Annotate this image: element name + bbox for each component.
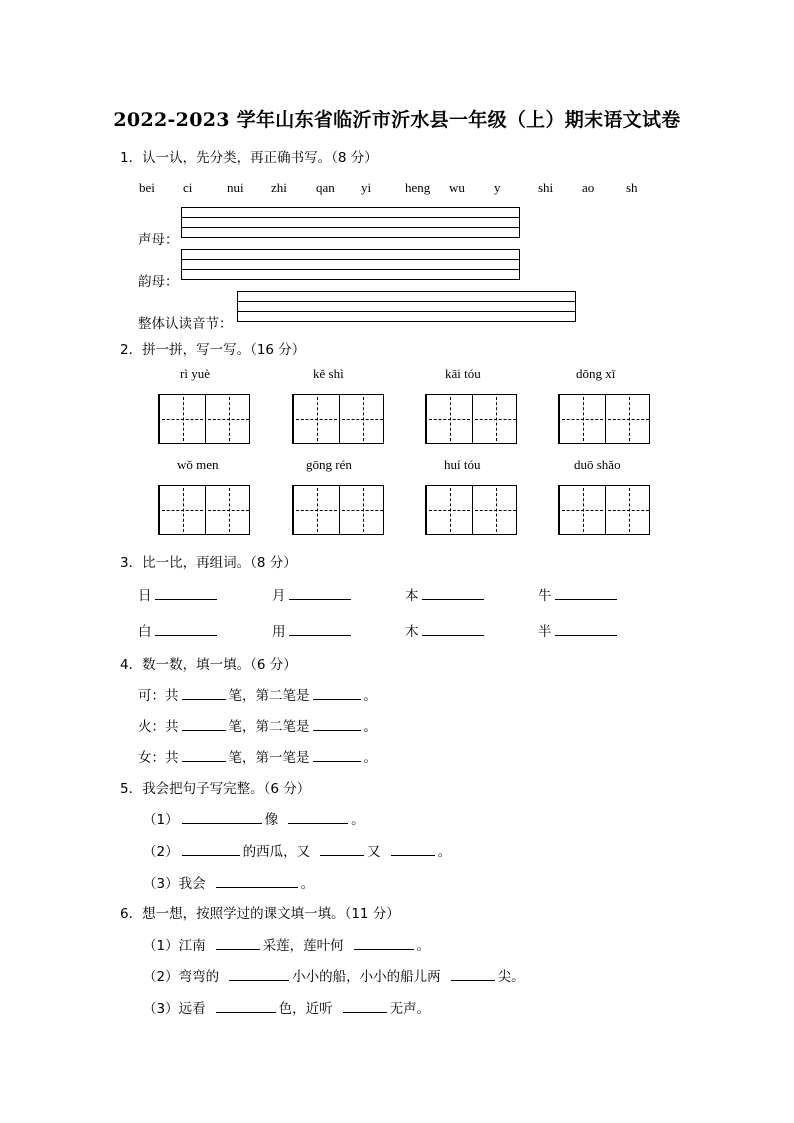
sentence-text: 像 <box>264 812 279 828</box>
stroke-line-char: 女：共 <box>138 750 179 766</box>
question-4-prompt: 4．数一数，填一填。（6 分） <box>120 657 297 673</box>
tianzi-grid[interactable] <box>425 485 517 535</box>
answer-blank[interactable] <box>391 854 435 856</box>
period: 。 <box>416 938 431 954</box>
compare-char: 半 <box>538 624 552 640</box>
period: 。 <box>437 844 452 860</box>
tianzi-grid[interactable] <box>292 485 384 535</box>
stroke-line-char: 火：共 <box>138 719 179 735</box>
syllable: wu <box>449 180 465 195</box>
syllable: ci <box>183 180 193 195</box>
answer-blank[interactable] <box>422 598 484 600</box>
poem-text: 色，近听 <box>278 1001 333 1017</box>
shengmu-label: 声母： <box>138 232 179 248</box>
syllable: ao <box>582 180 595 195</box>
poem-text: 无声。 <box>389 1001 431 1017</box>
answer-blank[interactable] <box>451 979 495 981</box>
tianzi-grid[interactable] <box>425 394 517 444</box>
answer-blank[interactable] <box>182 822 262 824</box>
syllable: heng <box>405 180 431 195</box>
answer-blank[interactable] <box>182 854 240 856</box>
poem-text: 弯弯的 <box>178 969 220 985</box>
period: 。 <box>351 812 365 828</box>
sentence-text: 我会 <box>178 876 206 892</box>
tianzi-grid[interactable] <box>558 485 650 535</box>
answer-blank[interactable] <box>155 598 217 600</box>
syllable: shi <box>538 180 554 195</box>
answer-blank[interactable] <box>289 598 351 600</box>
period: 。 <box>363 750 377 766</box>
tianzi-grid[interactable] <box>558 394 650 444</box>
answer-blank[interactable] <box>216 1011 276 1013</box>
answer-blank[interactable] <box>422 634 484 636</box>
answer-blank[interactable] <box>320 854 364 856</box>
answer-blank[interactable] <box>313 698 361 700</box>
syllable: qan <box>316 180 335 195</box>
pinyin-writing-lines[interactable] <box>181 207 520 238</box>
syllable: nui <box>227 180 244 195</box>
answer-blank[interactable] <box>182 729 226 731</box>
stroke-line-text: 笔，第二笔是 <box>228 688 310 704</box>
compare-char: 白 <box>138 624 152 640</box>
answer-blank[interactable] <box>343 1011 387 1013</box>
question-3-prompt: 3．比一比，再组词。（8 分） <box>120 555 297 571</box>
sentence-text: 又 <box>367 844 381 860</box>
pinyin-word: kě shì <box>313 366 344 381</box>
item-number: （1） <box>143 938 179 954</box>
pinyin-writing-lines[interactable] <box>181 249 520 280</box>
pinyin-word: rì yuè <box>180 366 210 381</box>
poem-text: 远看 <box>178 1001 206 1017</box>
syllable: zhi <box>271 180 287 195</box>
item-number: （3） <box>143 1001 179 1017</box>
page-title: 2022-2023 学年山东省临沂市沂水县一年级（上）期末语文试卷 <box>113 109 681 131</box>
compare-char: 用 <box>272 624 286 640</box>
compare-char: 木 <box>405 624 419 640</box>
poem-text: 江南 <box>178 938 206 954</box>
pinyin-word: kāi tóu <box>445 366 481 381</box>
answer-blank[interactable] <box>555 634 617 636</box>
compare-char: 月 <box>272 588 286 604</box>
compare-char: 牛 <box>538 588 552 604</box>
answer-blank[interactable] <box>313 760 361 762</box>
period: 。 <box>300 876 315 892</box>
item-number: （3） <box>143 876 179 892</box>
question-2-prompt: 2．拼一拼，写一写。（16 分） <box>120 342 306 358</box>
item-number: （2） <box>143 844 179 860</box>
syllable: sh <box>626 180 638 195</box>
answer-blank[interactable] <box>216 948 260 950</box>
stroke-line-text: 笔，第一笔是 <box>228 750 310 766</box>
item-number: （2） <box>143 969 179 985</box>
pinyin-word: gōng rén <box>306 457 352 472</box>
compare-char: 日 <box>138 588 152 604</box>
tianzi-grid[interactable] <box>158 485 250 535</box>
syllable: yi <box>361 180 372 195</box>
answer-blank[interactable] <box>182 760 226 762</box>
poem-text: 小小的船，小小的船儿两 <box>292 969 441 985</box>
answer-blank[interactable] <box>155 634 217 636</box>
zhengti-label: 整体认读音节： <box>138 316 233 332</box>
pinyin-writing-lines[interactable] <box>237 291 576 322</box>
answer-blank[interactable] <box>354 948 414 950</box>
answer-blank[interactable] <box>555 598 617 600</box>
question-5-prompt: 5．我会把句子写完整。（6 分） <box>120 781 311 797</box>
tianzi-grid[interactable] <box>292 394 384 444</box>
answer-blank[interactable] <box>216 886 298 888</box>
answer-blank[interactable] <box>229 979 289 981</box>
syllable: y <box>494 180 501 195</box>
pinyin-word: huí tóu <box>444 457 481 472</box>
answer-blank[interactable] <box>182 698 226 700</box>
item-number: （1） <box>143 812 179 828</box>
answer-blank[interactable] <box>313 729 361 731</box>
compare-char: 本 <box>405 588 419 604</box>
poem-text: 尖。 <box>497 969 525 985</box>
pinyin-word: dōng xī <box>576 366 616 381</box>
period: 。 <box>363 719 377 735</box>
question-1-prompt: 1．认一认，先分类，再正确书写。（8 分） <box>120 150 378 166</box>
poem-text: 采莲，莲叶何 <box>262 938 344 954</box>
tianzi-grid[interactable] <box>158 394 250 444</box>
answer-blank[interactable] <box>288 822 348 824</box>
syllable: bei <box>139 180 155 195</box>
stroke-line-text: 笔，第二笔是 <box>228 719 310 735</box>
yunmu-label: 韵母： <box>138 274 179 290</box>
question-6-prompt: 6．想一想，按照学过的课文填一填。（11 分） <box>120 906 400 922</box>
pinyin-word: wǒ men <box>177 457 219 472</box>
period: 。 <box>363 688 377 704</box>
stroke-line-char: 可：共 <box>138 688 179 704</box>
answer-blank[interactable] <box>289 634 351 636</box>
sentence-text: 的西瓜，又 <box>242 844 311 860</box>
pinyin-word: duō shǎo <box>574 457 621 472</box>
